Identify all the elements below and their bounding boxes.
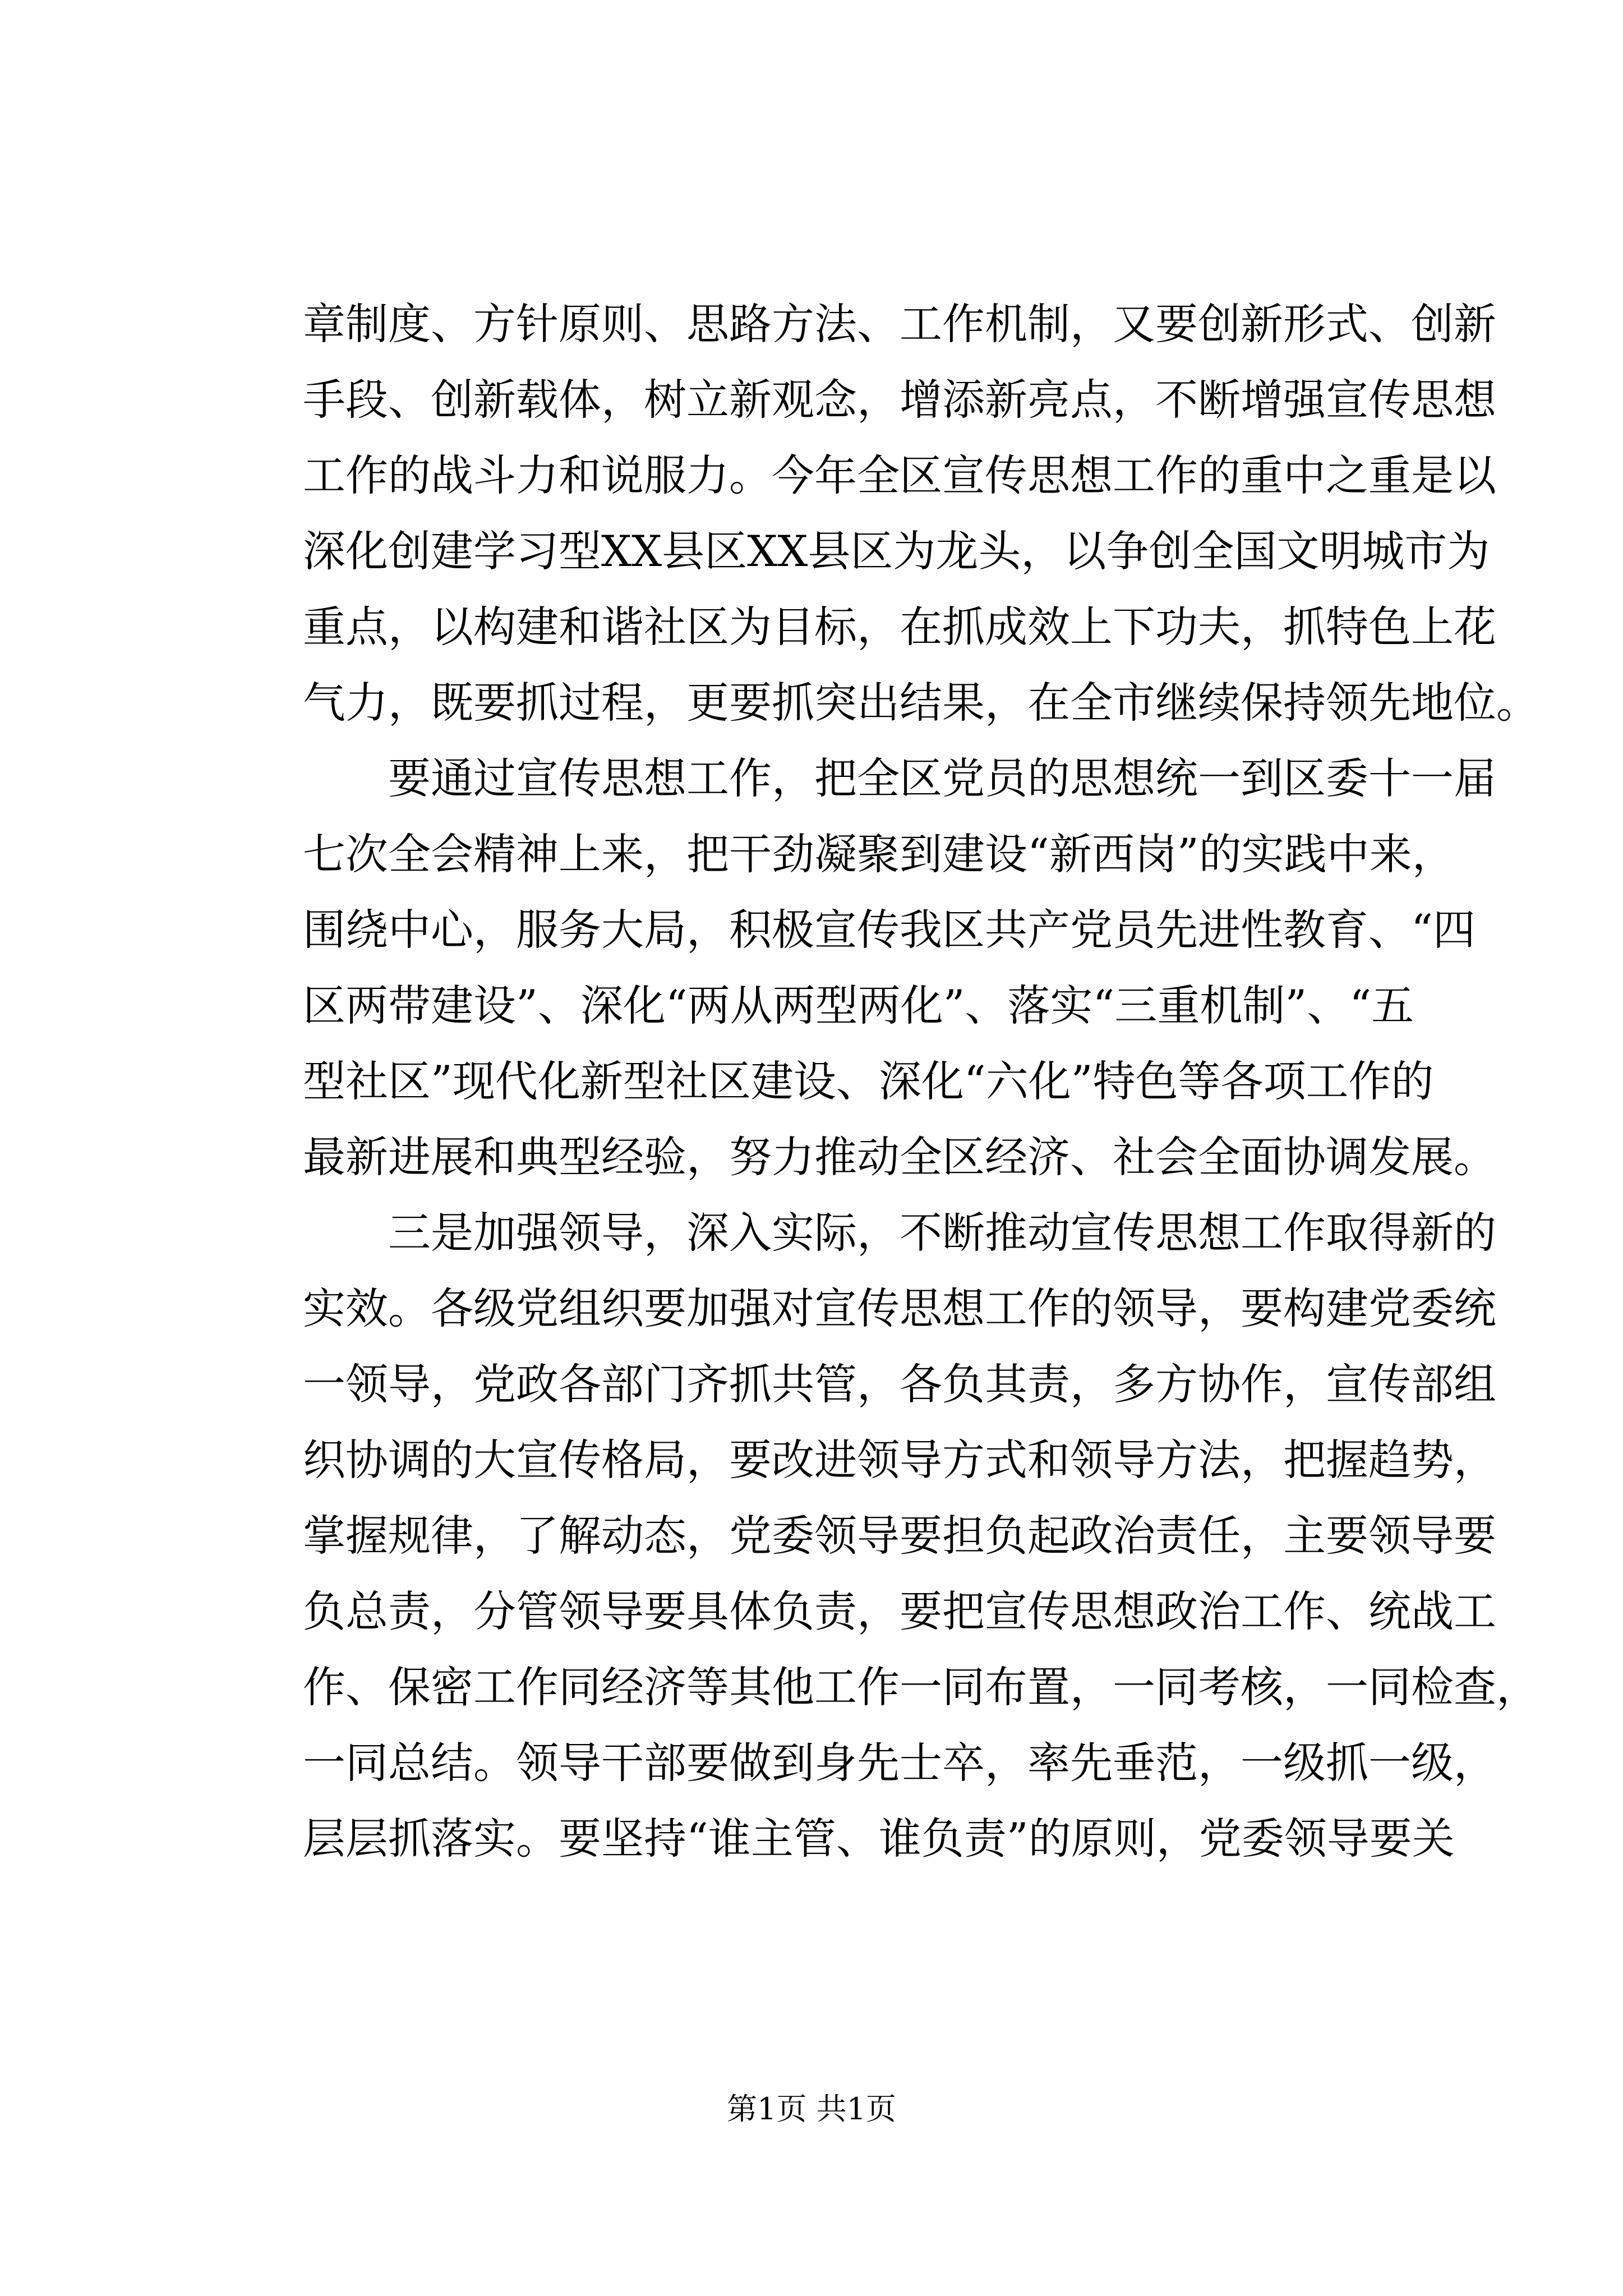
body-text-line: 层层抓落实。要坚持“谁主管、谁负责”的原则，党委领导要关 [303,1814,1455,1864]
body-text-line: 掌握规律，了解动态，党委领导要担负起政治责任，主要领导要 [303,1511,1496,1561]
body-text-line: 织协调的大宣传格局，要改进领导方式和领导方法，把握趋势， [303,1435,1496,1485]
body-text-line: 手段、创新载体，树立新观念，增添新亮点，不断增强宣传思想 [303,375,1496,425]
body-text-line: 最新进展和典型经验，努力推动全区经济、社会全面协调发展。 [303,1132,1496,1182]
body-text-line: 一领导，党政各部门齐抓共管，各负其责，多方协作，宣传部组 [303,1359,1496,1409]
paragraph-first-line: 三是加强领导，深入实际，不断推动宣传思想工作取得新的 [303,1208,1496,1258]
body-text-line: 负总责，分管领导要具体负责，要把宣传思想政治工作、统战工 [303,1586,1496,1636]
body-text-line: 工作的战斗力和说服力。今年全区宣传思想工作的重中之重是以 [303,450,1496,500]
body-text-line: 实效。各级党组织要加强对宣传思想工作的领导，要构建党委统 [303,1283,1496,1333]
body-text-line: 深化创建学习型XX县区XX县区为龙头，以争创全国文明城市为 [303,526,1490,576]
body-text-line: 围绕中心，服务大局，积极宣传我区共产党员先进性教育、“四 [303,905,1476,955]
body-text-line: 章制度、方针原则、思路方法、工作机制，又要创新形式、创新 [303,299,1496,349]
body-text-line: 型社区”现代化新型社区建设、深化“六化”特色等各项工作的 [303,1056,1434,1106]
body-text-line: 重点，以构建和谐社区为目标，在抓成效上下功夫，抓特色上花 [303,602,1496,652]
body-text-line: 区两带建设”、深化“两从两型两化”、落实“三重机制”、“五 [303,981,1414,1030]
body-text-line: 七次全会精神上来，把干劲凝聚到建设“新西岗”的实践中来， [303,829,1455,879]
body-text-line: 气力，既要抓过程，更要抓突出结果，在全市继续保持领先地位。 [303,678,1539,728]
paragraph-first-line: 要通过宣传思想工作，把全区党员的思想统一到区委十一届 [303,753,1496,803]
page-number-footer: 第1页 共1页 [727,2091,896,2127]
body-text-line: 作、保密工作同经济等其他工作一同布置，一同考核，一同检查， [303,1662,1539,1712]
body-text-line: 一同总结。领导干部要做到身先士卒，率先垂范，一级抓一级， [303,1738,1496,1788]
